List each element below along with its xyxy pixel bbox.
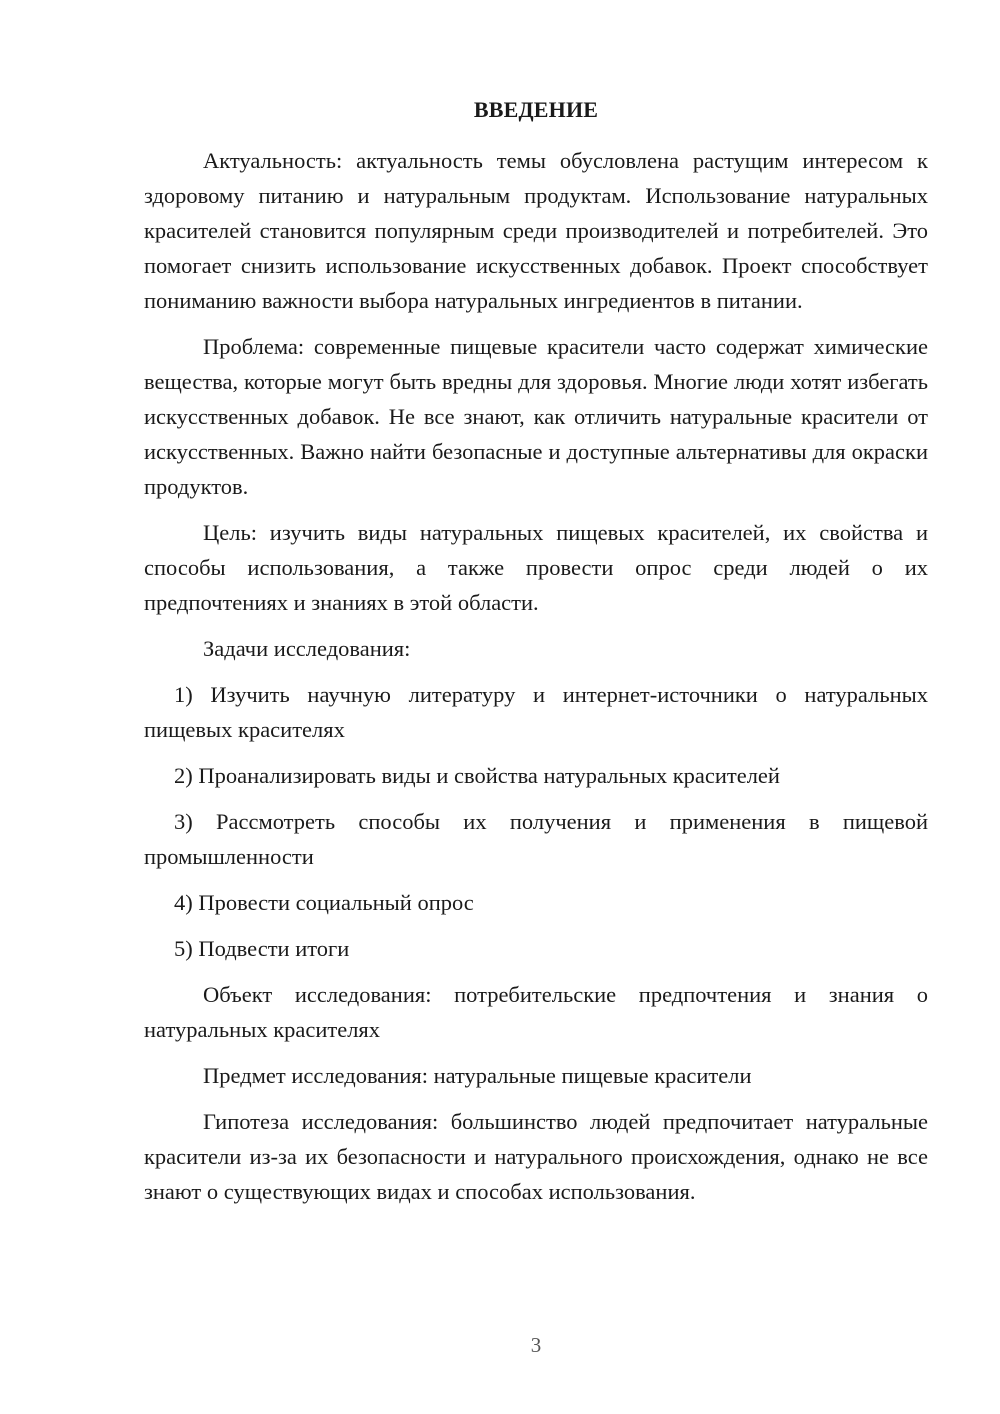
tasks-heading: Задачи исследования:	[203, 636, 411, 661]
research-object-paragraph: Объект исследования: потребительские предпочтения и знания о натуральных красителях	[144, 982, 928, 1042]
page-title: ВВЕДЕНИЕ	[473, 97, 599, 122]
task-item-2: 2) Проанализировать виды и свойства натуральных красителей	[174, 763, 780, 788]
research-subject-paragraph: Предмет исследования: натуральные пищевые красители	[203, 1063, 752, 1088]
task-item-3: 3) Рассмотреть способы их получения и применения в пищевой промышленности	[144, 809, 928, 869]
relevance-paragraph: Актуальность: актуальность темы обусловлена растущим интересом к здоровому питанию и натуральным продуктам. Использование натуральных красителей становится популярным среди производителей и потребителей. Это помогает снизить использование искусственных добавок. Проект способствует пониманию важности выбора натуральных ингредиентов в питании.	[144, 148, 928, 313]
document-body	[144, 143, 928, 1220]
task-item-5: 5) Подвести итоги	[174, 936, 350, 961]
problem-paragraph: Проблема: современные пищевые красители часто содержат химические вещества, которые могут быть вредны для здоровья. Многие люди хотят избегать искусственных добавок. Не все знают, как отличить натуральные красители от искусственных. Важно найти безопасные и доступные альтернативы для окраски продуктов.	[144, 334, 928, 499]
task-item-4: 4) Провести социальный опрос	[174, 890, 474, 915]
task-item-1: 1) Изучить научную литературу и интернет-источники о натуральных пищевых красителях	[144, 682, 928, 742]
goal-paragraph: Цель: изучить виды натуральных пищевых красителей, их свойства и способы использования, а также провести опрос среди людей о их предпочтениях и знаниях в этой области.	[144, 520, 928, 615]
page-number: 3	[530, 1333, 542, 1357]
hypothesis-paragraph: Гипотеза исследования: большинство людей предпочитает натуральные красители из-за их безопасности и натурального происхождения, однако не все знают о существующих видах и способах использования.	[144, 1109, 928, 1204]
